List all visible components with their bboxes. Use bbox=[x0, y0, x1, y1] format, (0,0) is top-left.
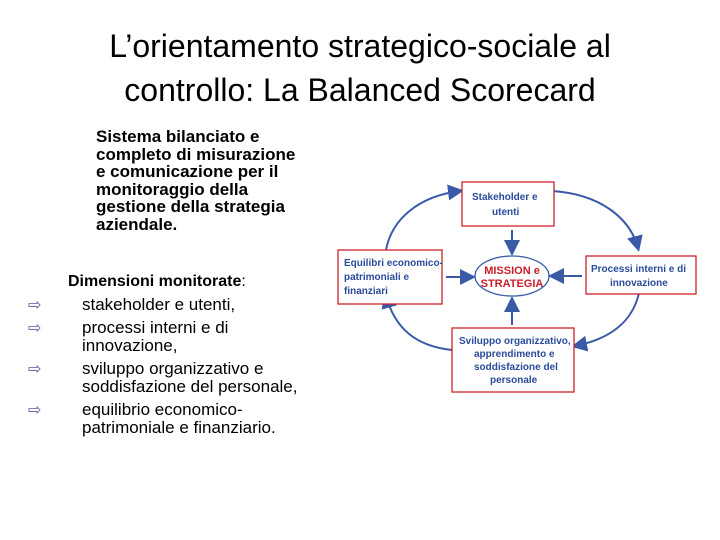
learning-label-2: apprendimento e bbox=[474, 349, 555, 360]
learning-label-4: personale bbox=[490, 375, 538, 386]
learning-label-1: Sviluppo organizzativo, bbox=[459, 336, 571, 347]
list-item bbox=[28, 319, 348, 355]
list-item bbox=[28, 296, 348, 314]
arrow-bullet-icon: ⇨ bbox=[28, 320, 42, 337]
internal-processes-label-2: innovazione bbox=[610, 278, 668, 289]
intro-line: Sistema bilanciato e bbox=[96, 127, 260, 146]
internal-processes-box bbox=[586, 256, 696, 294]
stakeholder-label-1: Stakeholder e bbox=[472, 192, 538, 203]
list-item bbox=[28, 360, 348, 396]
cycle-arrow-top-right bbox=[552, 191, 638, 248]
list-item-line: stakeholder e utenti, bbox=[82, 295, 236, 314]
arrow-bullet-icon: ⇨ bbox=[28, 297, 42, 314]
dimensions-heading-bold: Dimensioni monitorate bbox=[68, 273, 242, 290]
mission-label-2: STRATEGIA bbox=[480, 278, 544, 290]
cycle-arrow-left-top bbox=[386, 191, 460, 250]
list-item-line: soddisfazione del personale, bbox=[82, 377, 298, 396]
dimensions-heading-colon: : bbox=[241, 273, 246, 290]
arrow-bullet-icon: ⇨ bbox=[28, 361, 42, 378]
title-line-2: controllo: La Balanced Scorecard bbox=[124, 72, 596, 108]
intro-line: completo di misurazione bbox=[96, 144, 296, 164]
intro-line: monitoraggio della bbox=[96, 179, 249, 199]
mission-label-1: MISSION e bbox=[484, 265, 540, 277]
mission-strategy-node bbox=[475, 256, 549, 296]
financial-label-2: patrimoniali e bbox=[344, 272, 410, 283]
intro-line: gestione della strategia bbox=[96, 197, 285, 216]
list-item bbox=[28, 401, 348, 437]
list-item-line: processi interni e di bbox=[82, 318, 229, 337]
intro-line: e comunicazione per il bbox=[96, 162, 279, 181]
balanced-scorecard-diagram bbox=[330, 178, 700, 398]
intro-line: aziendale. bbox=[96, 214, 178, 234]
stakeholder-label-2: utenti bbox=[492, 207, 520, 218]
learning-label-3: soddisfazione del bbox=[474, 362, 558, 373]
intro-paragraph bbox=[96, 128, 346, 233]
learning-growth-box bbox=[452, 328, 574, 392]
list-item-line: sviluppo organizzativo e bbox=[82, 359, 264, 378]
list-item-line: innovazione, bbox=[82, 336, 178, 355]
financial-box bbox=[338, 250, 443, 304]
title-line-1: L’orientamento strategico-sociale al bbox=[109, 28, 611, 64]
dimensions-list bbox=[28, 296, 348, 442]
financial-label-1: Equilibri economico- bbox=[344, 258, 443, 269]
list-item-line: patrimoniale e finanziario. bbox=[82, 418, 276, 437]
internal-processes-label-1: Processi interni e di bbox=[591, 264, 687, 275]
dimensions-heading bbox=[68, 273, 246, 291]
stakeholder-box bbox=[462, 182, 554, 226]
financial-label-3: finanziari bbox=[344, 286, 388, 297]
list-item-line: equilibrio economico- bbox=[82, 400, 243, 419]
slide-title bbox=[40, 24, 680, 112]
cycle-arrow-right-bottom bbox=[575, 288, 640, 346]
arrow-bullet-icon: ⇨ bbox=[28, 402, 42, 419]
